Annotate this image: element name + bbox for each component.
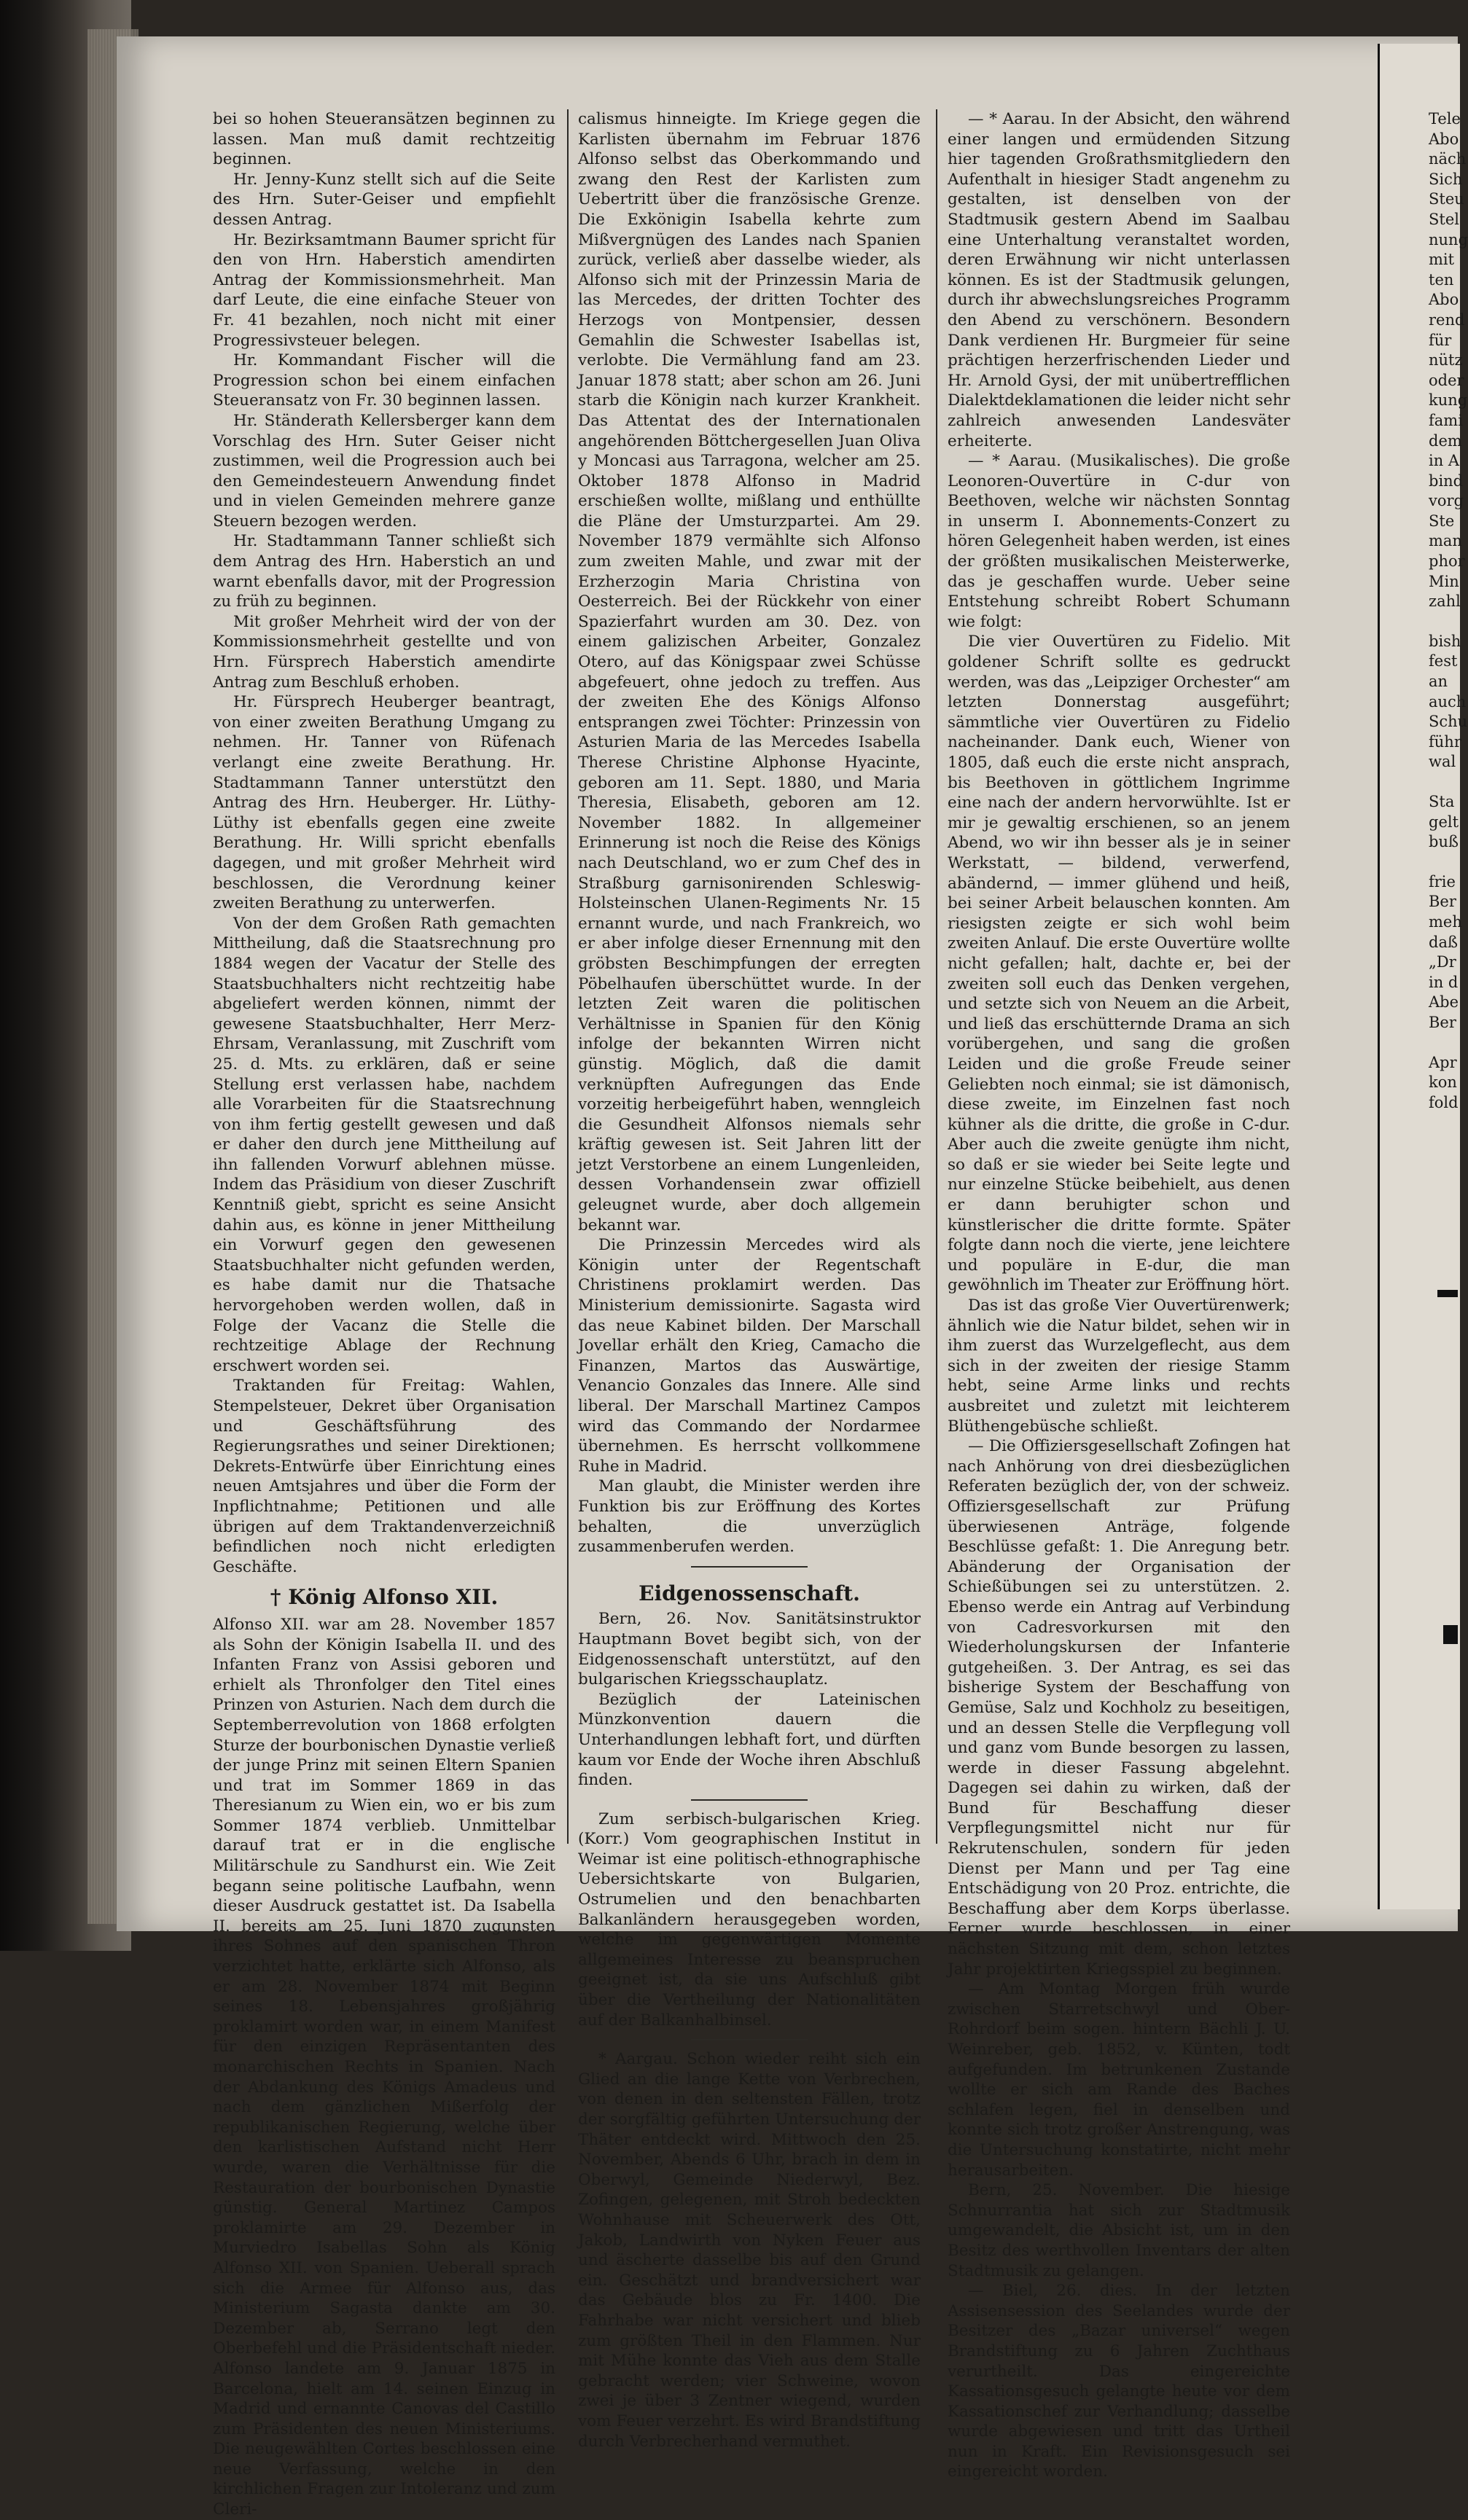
margin-fragment: für	[1429, 331, 1452, 349]
paragraph: Hr. Kommandant Fischer will die Progression schon bei einem einfachen Steueransatz von Fr. 30 beginnen lassen.	[213, 351, 555, 410]
margin-fragment: Sich	[1429, 170, 1463, 188]
margin-rule	[1437, 1290, 1458, 1297]
paragraph: Die vier Ouvertüren zu Fidelio. Mit goldener Schrift sollte es gedruckt werden, was das „Leipziger Orchester“ am letzten Donnerstag ausgeführt; sämmtliche vier Ouvertüren zu Fidelio nacheinander. Dank euch, Wiener von 1805, daß euch die erste nicht ansprach, bis Beethoven in göttlichem Ingrimme eine nach der andern hervorwühlte. Ist er mir je gewaltig erschienen, so an jenem Abend, wo wir ihn besser als je in seiner Werkstatt, — bildend, verwerfend, abändernd, — immer glühend und heiß, bei seiner Arbeit belauschen konnten. Am riesigsten zeigte er sich wohl beim zweiten Anlauf. Die erste Ouvertüre wollte nicht gefallen; halt, dachte er, bei der zweiten soll euch das Denken vergehen, und setzte sich von Neuem an die Arbeit, und ließ das erschütternde Drama an sich vorübergehen, und sang die großen Leiden und die große Freude seiner Geliebten noch einmal; sie ist dämonisch, diese zweite, im Einzelnen fast noch kühner als die dritte, die große in C-dur. Aber auch die zweite genügte ihm nicht, so daß er sie wieder bei Seite legte und nur einzelne Stücke beibehielt, aus denen er dann beruhigter schon und künstlerischer die dritte formte. Später folgte dann noch die vierte, jene leichtere und populäre in E-dur, die man gewöhnlich im Theater zur Eröffnung hört.	[948, 633, 1290, 1295]
margin-fragment: Tele	[1429, 110, 1461, 128]
paragraph: Das ist das große Vier Ouvertürenwerk; ähnlich wie die Natur bildet, sehen wir in ihm zuerst das Wurzelgeflecht, aus dem sich in der zweiten der riesige Stamm hebt, seine Arme links und rechts ausbreitet und zuletzt mit leichterem Blüthengebüsche schließt.	[948, 1296, 1290, 1436]
paragraph: — Biel, 26. dies. In der letzten Assisensession des Seelandes wurde der Besitzer des „Bazar universel“ wegen Brandstiftung zu 6 Jahren Zuchthaus verurtheilt. Das eingereichte Kassationsgesuch gelangte heute vor dem Kassationschef zur Verhandlung; dasselbe wurde abgewiesen und tritt das Urtheil nun in Kraft. Ein Revisionsgesuch sei eingereicht worden.	[948, 2282, 1290, 2481]
column-2	[578, 109, 921, 2451]
section-heading-alfonso: † König Alfonso XII.	[270, 1585, 499, 1610]
paragraph: — Am Montag Morgen früh wurde zwischen Starretschwyl und Ober-Rohrdorf beim sogen. hintern Bächli J. U. Weinreber, geb. 1852, v. Künten, todt aufgefunden. Im betrunkenen Zustande wollte er sich am Rande des Baches schlafen legen, fiel in denselben und konnte sich trotz großer Anstrengung, was die Untersuchung konstatirte, nicht mehr herausarbeiten.	[948, 1980, 1290, 2180]
margin-fragment: Schu	[1429, 713, 1468, 731]
paragraph: — * Aarau. (Musikalisches). Die große Leonoren-Ouvertüre in C-dur von Beethoven, welche wir nächsten Sonntag in unserm I. Abonnements-Conzert zu hören Gelegenheit haben werden, ist eines der größten musikalischen Meisterwerke, das je geschaffen wurde. Ueber seine Entstehung schreibt Robert Schumann wie folgt:	[948, 452, 1290, 631]
margin-fragment: phor	[1429, 552, 1465, 571]
paragraph: * Aargau. Schon wieder reiht sich ein Glied an die lange Kette von Verbrechen, von denen in den seltensten Fällen, trotz der sorgfältig geführten Untersuchung der Thäter entdeckt wird. Mittwoch den 25. November, Abends 6 Uhr, brach in dem in Oberwyl, Gemeinde Niederwyl, Bez. Zofingen, gelegenen, mit Stroh bedeckten Wohnhause mit Scheuerwerk des Ott, Jakob, Landwirth von Nyken Feuer aus und äscherte dasselbe bis auf den Grund ein. Geschätzt und brandversichert war das Gebäude blos zu Fr. 1400. Die Fahrhabe war nicht versichert und blieb zum größten Theil in den Flammen. Nur mit Mühe konnte das Vieh aus dem Stalle gebracht werden; vier Schweine, wovon zwei je über 3 Zentner wiegend, wurden vom Feuer verzehrt. Es wird Brandstiftung durch Verbrecherhand vermuthet.	[578, 2050, 921, 2451]
margin-fragment: Abo	[1429, 291, 1459, 309]
margin-fragment: ten	[1429, 270, 1454, 289]
margin-fragment: nung	[1429, 230, 1468, 249]
section-divider	[691, 1799, 808, 1801]
margin-fragment: fest	[1429, 652, 1458, 670]
section-divider	[691, 2039, 808, 2040]
margin-fragment: wal	[1429, 753, 1456, 771]
margin-fragment: auch	[1429, 692, 1467, 711]
margin-fragment: frie	[1429, 872, 1456, 891]
margin-fragment: Steu	[1429, 190, 1464, 208]
margin-fragment: mit	[1429, 251, 1455, 269]
margin-fragment: Sta	[1429, 793, 1455, 810]
margin-fragment: „Dr	[1429, 953, 1456, 971]
paragraph: Man glaubt, die Minister werden ihre Funktion bis zur Eröffnung des Kortes behalten, die unverzüglich zusammenberufen werden.	[578, 1477, 921, 1557]
margin-fragment: näch	[1429, 150, 1467, 168]
margin-fragment: man	[1429, 532, 1462, 550]
margin-fragments	[1429, 109, 1468, 1113]
paragraph: Hr. Jenny-Kunz stellt sich auf die Seite des Hrn. Suter-Geiser und empfiehlt dessen Antrag.	[213, 170, 555, 229]
margin-fragment: kung	[1429, 391, 1468, 410]
column-rule-1	[567, 109, 569, 1844]
paragraph: Zum serbisch-bulgarischen Krieg. (Korr.) Vom geographischen Institut in Weimar ist eine politisch-ethnographische Uebersichtskarte von Bulgarien, Ostrumelien und den benachbarten Balkanländern herausgegeben worden, welche im gegenwärtigen Momente allgemeines Interesse zu beanspruchen geeignet ist, da sie uns Aufschluß gibt über die Vertheilung der Nationalitäten auf der Balkanhalbinsel.	[578, 1809, 921, 2030]
margin-fragment: führ	[1429, 732, 1461, 751]
margin-fragment: Min	[1429, 572, 1459, 590]
paragraph: — * Aarau. In der Absicht, den während einer langen und ermüdenden Sitzung hier tagenden Großrathsmitgliedern den Aufenthalt in hiesiger Stadt angenehm zu gestalten, ist denselben von der Stadtmusik gestern Abend im Saalbau eine Unterhaltung veranstaltet worden, deren Erwähnung wir nicht unterlassen können. Es ist der Stadtmusik gelungen, durch ihr abwechslungsreiches Programm den Abend zu verschönern. Besondern Dank verdienen Hr. Burgmeier für seine prächtigen herzerfrischenden Lieder und Hr. Arnold Gysi, der mit unübertrefflichen Dialektdeklamationen die leider nicht sehr zahlreich anwesenden Landesväter erheiterte.	[948, 110, 1290, 450]
paragraph: Traktanden für Freitag: Wahlen, Stempelsteuer, Dekret über Organisation und Geschäftsführung des Regierungsrathes und seiner Direktionen; Dekrets-Entwürfe über Einrichtung eines neuen Amtsjahres und über die Form der Inpflichtnahme; Petitionen und alle übrigen auf dem Traktandenverzeichniß befindlichen noch nicht erledigten Geschäfte.	[213, 1377, 555, 1576]
margin-fragment: rend	[1429, 310, 1465, 329]
paragraph: calismus hinneigte. Im Kriege gegen die Karlisten übernahm im Februar 1876 Alfonso selbst das Oberkommando und zwang den Rest der Karlisten zum Uebertritt über die französische Grenze. Die Exkönigin Isabella kehrte zum Mißvergnügen des Landes nach Spanien zurück, verließ aber dasselbe wieder, als Alfonso sich mit der Prinzessin Maria de las Mercedes, der dritten Tochter des Herzogs von Montpensier, dessen Gemahlin die Schwester Isabellas ist, verlobte. Die Vermählung fand am 23. Januar 1878 statt; aber schon am 26. Juni starb die Königin nach kurzer Krankheit. Das Attentat des der Internationalen angehörenden Böttchergesellen Juan Oliva y Moncasi aus Tarragona, welcher am 25. Oktober 1878 Alfonso in Madrid erschießen wollte, mißlang und enthüllte die Pläne der Umsturzpartei. Am 29. November 1879 vermählte sich Alfonso zum zweiten Mahle, und zwar mit der Erzherzogin Maria Christina von Oesterreich. Bei der Rückkehr von einer Spazierfahrt wurden am 30. Dez. von einem galizischen Arbeiter, Gonzalez Otero, auf das Königspaar zwei Schüsse abgefeuert, ohne jedoch zu treffen. Aus der zweiten Ehe des Königs Alfonso entsprangen zwei Töchter: Prinzessin von Asturien Maria de las Mercedes Isabella Therese Christine Alphonse Hyacinte, geboren am 11. Sept. 1880, und Maria Theresia, Elisabeth, geboren am 12. November 1882. In allgemeiner Erinnerung ist noch die Reise des Königs nach Deutschland, wo er zum Chef des in Straßburg garnisonirenden Schleswig-Holsteinschen Ulanen-Regiments Nr. 15 ernannt wurde, und nach Frankreich, wo er aber infolge dieser Ernennung mit den gröbsten Beschimpfungen der erregten Pöbelhaufen überschüttet wurde. In der letzten Zeit waren die politischen Verhältnisse in Spanien für den König infolge der bekannten Wirren nicht günstig. Möglich, daß die damit verknüpften Aufregungen das Ende vorzeitig herbeigeführt haben, wenngleich die Gesundheit Alfonsos niemals sehr kräftig gewesen ist. Seit Jahren litt der jetzt Verstorbene an einem Lungenleiden, dessen Vorhandensein zwar offiziell geleugnet wurde, aber doch allgemein bekannt war.	[578, 110, 921, 1234]
margin-fragment: bish	[1429, 632, 1461, 650]
margin-block	[1443, 1625, 1458, 1644]
margin-fragment: gelt	[1429, 813, 1459, 831]
margin-fragment: Ber	[1429, 893, 1456, 911]
margin-fragment: nütz	[1429, 351, 1463, 369]
column-rule-2	[936, 109, 937, 1844]
paragraph: Bezüglich der Lateinischen Münzkonvention dauern die Unterhandlungen lebhaft fort, und dürften kaum vor Ende der Woche ihren Abschluß finden.	[578, 1690, 921, 1790]
margin-fragment: Ste	[1429, 512, 1455, 530]
section-heading-eidgenossenschaft: Eidgenossenschaft.	[639, 1581, 860, 1605]
paragraph: Hr. Fürsprech Heuberger beantragt, von einer zweiten Berathung Umgang zu nehmen. Hr. Tanner von Rüfenach verlangt eine zweite Berathung. Hr. Stadtammann Tanner unterstützt den Antrag des Hrn. Heuberger. Hr. Lüthy-Lüthy ist ebenfalls gegen eine zweite Berathung. Hr. Willi spricht ebenfalls dagegen, und mit großer Mehrheit wird beschlossen, die Verordnung keiner zweiten Berathung zu unterwerfen.	[213, 693, 555, 913]
margin-fragment: meh	[1429, 912, 1462, 931]
section-divider	[691, 1566, 808, 1568]
paragraph: Hr. Bezirksamtmann Baumer spricht für den von Hrn. Haberstich amendirten Antrag der Kommissionsmehrheit. Man darf Leute, die eine einfache Steuer von Fr. 41 bezahlen, noch nicht mit einer Progressivsteuer belegen.	[213, 230, 555, 350]
paragraph: Bern, 25. November. Die hiesige Schnurrantia hat sich zur Stadtmusik umgewandelt, die Absicht ist, um in den Besitz des werthvollen Inventars der alten Stadtmusik zu gelangen.	[948, 2181, 1290, 2280]
paragraph: Hr. Ständerath Kellersberger kann dem Vorschlag des Hrn. Suter Geiser nicht zustimmen, weil die Progression auch bei den Gemeindesteuern Anwendung findet und in vielen Gemeinden mehrere ganze Steuern bezogen werden.	[213, 411, 555, 531]
paragraph: Die Prinzessin Mercedes wird als Königin unter der Regentschaft Christinens proklamirt werden. Das Ministerium demissionirte. Sagasta wird das neue Kabinet bilden. Der Marschall Jovellar erhält den Krieg, Camacho die Finanzen, Martos das Auswärtige, Venancio Gonzales das Innere. Alle sind liberal. Der Marschall Martinez Campos wird das Commando der Nordarmee übernehmen. Es herrscht vollkommene Ruhe in Madrid.	[578, 1236, 921, 1476]
margin-fragment: dem	[1429, 431, 1462, 450]
margin-fragment: kon	[1429, 1073, 1457, 1092]
margin-fragment: Abo	[1429, 130, 1459, 148]
margin-fragment: Stel	[1429, 210, 1459, 228]
paragraph: Bern, 26. Nov. Sanitätsinstruktor Hauptmann Bovet begibt sich, von der Eidgenossenschaft unterstützt, auf den bulgarischen Kriegsschauplatz.	[578, 1610, 921, 1689]
margin-fragment: Abe	[1429, 993, 1459, 1011]
paragraph: bei so hohen Steueransätzen beginnen zu lassen. Man muß damit rechtzeitig beginnen.	[213, 110, 555, 169]
margin-fragment: vorg	[1429, 492, 1464, 510]
paragraph: Von der dem Großen Rath gemachten Mittheilung, daß die Staatsrechnung pro 1884 wegen der Vacatur der Stelle des Staatsbuchhalters nicht rechtzeitig habe abgeliefert werden können, nimmt der gewesene Staatsbuchhalter, Herr Merz-Ehrsam, Veranlassung, mit Zuschrift vom 25. d. Mts. zu erklären, daß er seine Stellung erst verlassen habe, nachdem alle Vorarbeiten für die Staatsrechnung von ihm fertig gestellt gewesen und daß er daher den durch jene Mittheilung auf ihn fallenden Vorwurf ablehnen müsse. Indem das Präsidium von dieser Zuschrift Kenntniß giebt, spricht es seine Ansicht dahin aus, es könne in jener Mittheilung ein Vorwurf gegen den gewesenen Staatsbuchhalter nicht gefunden werden, es habe damit nur die Thatsache hervorgehoben werden wollen, daß in Folge der Vacanz die Stelle die rechtzeitige Ablage der Rechnung erschwert worden sei.	[213, 914, 555, 1375]
margin-fragment: Ber	[1429, 1013, 1456, 1031]
margin-fragment: fami	[1429, 411, 1463, 429]
column-3	[948, 109, 1290, 2482]
paragraph: — Die Offiziersgesellschaft Zofingen hat nach Anhörung von drei diesbezüglichen Referaten bezüglich der, von der schweiz. Offiziersgesellschaft zur Prüfung überwiesenen Anträge, folgende Beschlüsse gefaßt: 1. Die Anregung betr. Abänderung der Organisation der Schießübungen sei zu unterstützen. 2. Ebenso werde ein Antrag auf Verbindung von Cadresvorkursen mit den Wiederholungskursen der Infanterie gutgeheißen. 3. Der Antrag, es sei das bisherige System der Beschaffung von Gemüse, Salz und Kochholz zu beseitigen, und an dessen Stelle die Verpflegung voll und ganz vom Bunde besorgen zu lassen, werde in dieser Fassung abgelehnt. Dagegen sei dahin zu wirken, daß der Bund für Beschaffung dieser Verpflegungsmittel nicht nur für Rekrutenschulen, sondern für jeden Dienst per Mann und per Tag eine Entschädigung von 20 Proz. entrichte, die Beschaffung aber dem Korps überlasse. Ferner wurde beschlossen, in einer nächsten Sitzung mit dem, schon letztes Jahr projektirten Kriegsspiel zu beginnen.	[948, 1437, 1290, 1979]
margin-fragment: fold	[1429, 1093, 1459, 1111]
margin-fragment: bind	[1429, 471, 1464, 490]
margin-fragment: an	[1429, 673, 1448, 691]
margin-fragment: Apr	[1429, 1053, 1457, 1071]
paragraph: Hr. Stadtammann Tanner schließt sich dem Antrag des Hrn. Haberstich an und warnt ebenfalls davor, mit der Progression zu früh zu beginnen.	[213, 532, 555, 611]
column-1	[213, 109, 555, 2520]
margin-fragment: zahl	[1429, 592, 1461, 611]
paragraph: Alfonso XII. war am 28. November 1857 als Sohn der Königin Isabella II. und des Infanten Franz von Assisi geboren und erhielt als Thronfolger den Titel eines Prinzen von Asturien. Nach dem durch die Septemberrevolution von 1868 erfolgten Sturze der bourbonischen Dynastie verließ der junge Prinz mit seinen Eltern Spanien und trat im Sommer 1869 in das Theresianum zu Wien ein, wo er bis zum Sommer 1874 verblieb. Unmittelbar darauf trat er in die englische Militärschule zu Sandhurst ein. Wie Zeit begann seine politische Laufbahn, wenn dieser Ausdruck gestattet ist. Da Isabella II. bereits am 25. Juni 1870 zugunsten ihres Sohnes auf den spanischen Thron verzichtet hatte, erklärte sich Alfonso, als er am 28. November 1874 mit Beginn seines 18. Lebensjahres großjährig proklamirt worden war, in einem Manifest für den einzigen Repräsentanten des monarchischen Rechts in Spanien. Nach der Abdankung des Königs Amadeus und nach dem gänzlichen Mißerfolg der republikanischen Regierung, welche über den karlistischen Aufstand nicht Herr wurde, waren die Verhältnisse für die Restauration der bourbonischen Dynastie günstig. General Martinez Campos proklamirte am 29. Dezember in Murviedro Isabellas Sohn als König Alfonso XII. von Spanien. Ueberall sprach sich die Armee für Alfonso aus, das Ministerium Sagasta dankte am 30. Dezember ab, Serrano legt den Oberbefehl und die Präsidentschaft nieder. Alfonso landete am 9. Januar 1875 in Barcelona, hielt am 14. seinen Einzug in Madrid und ernannte Canovas del Castillo zum Präsidenten des neuen Ministeriums. Die neugewählten Cortes beschlossen eine neue Verfassung, welche in den kirchlichen Fragen zur Intoleranz und zum Cleri-	[213, 1615, 555, 2519]
margin-fragment: in d	[1429, 973, 1459, 991]
margin-fragment: oder	[1429, 371, 1464, 389]
margin-fragment: daß	[1429, 933, 1458, 951]
paragraph: Mit großer Mehrheit wird der von der Kommissionsmehrheit gestellte und von Hrn. Fürsprech Haberstich amendirte Antrag zum Beschluß erhoben.	[213, 612, 555, 692]
margin-fragment: in A	[1429, 452, 1460, 470]
margin-fragment: buß	[1429, 833, 1459, 851]
